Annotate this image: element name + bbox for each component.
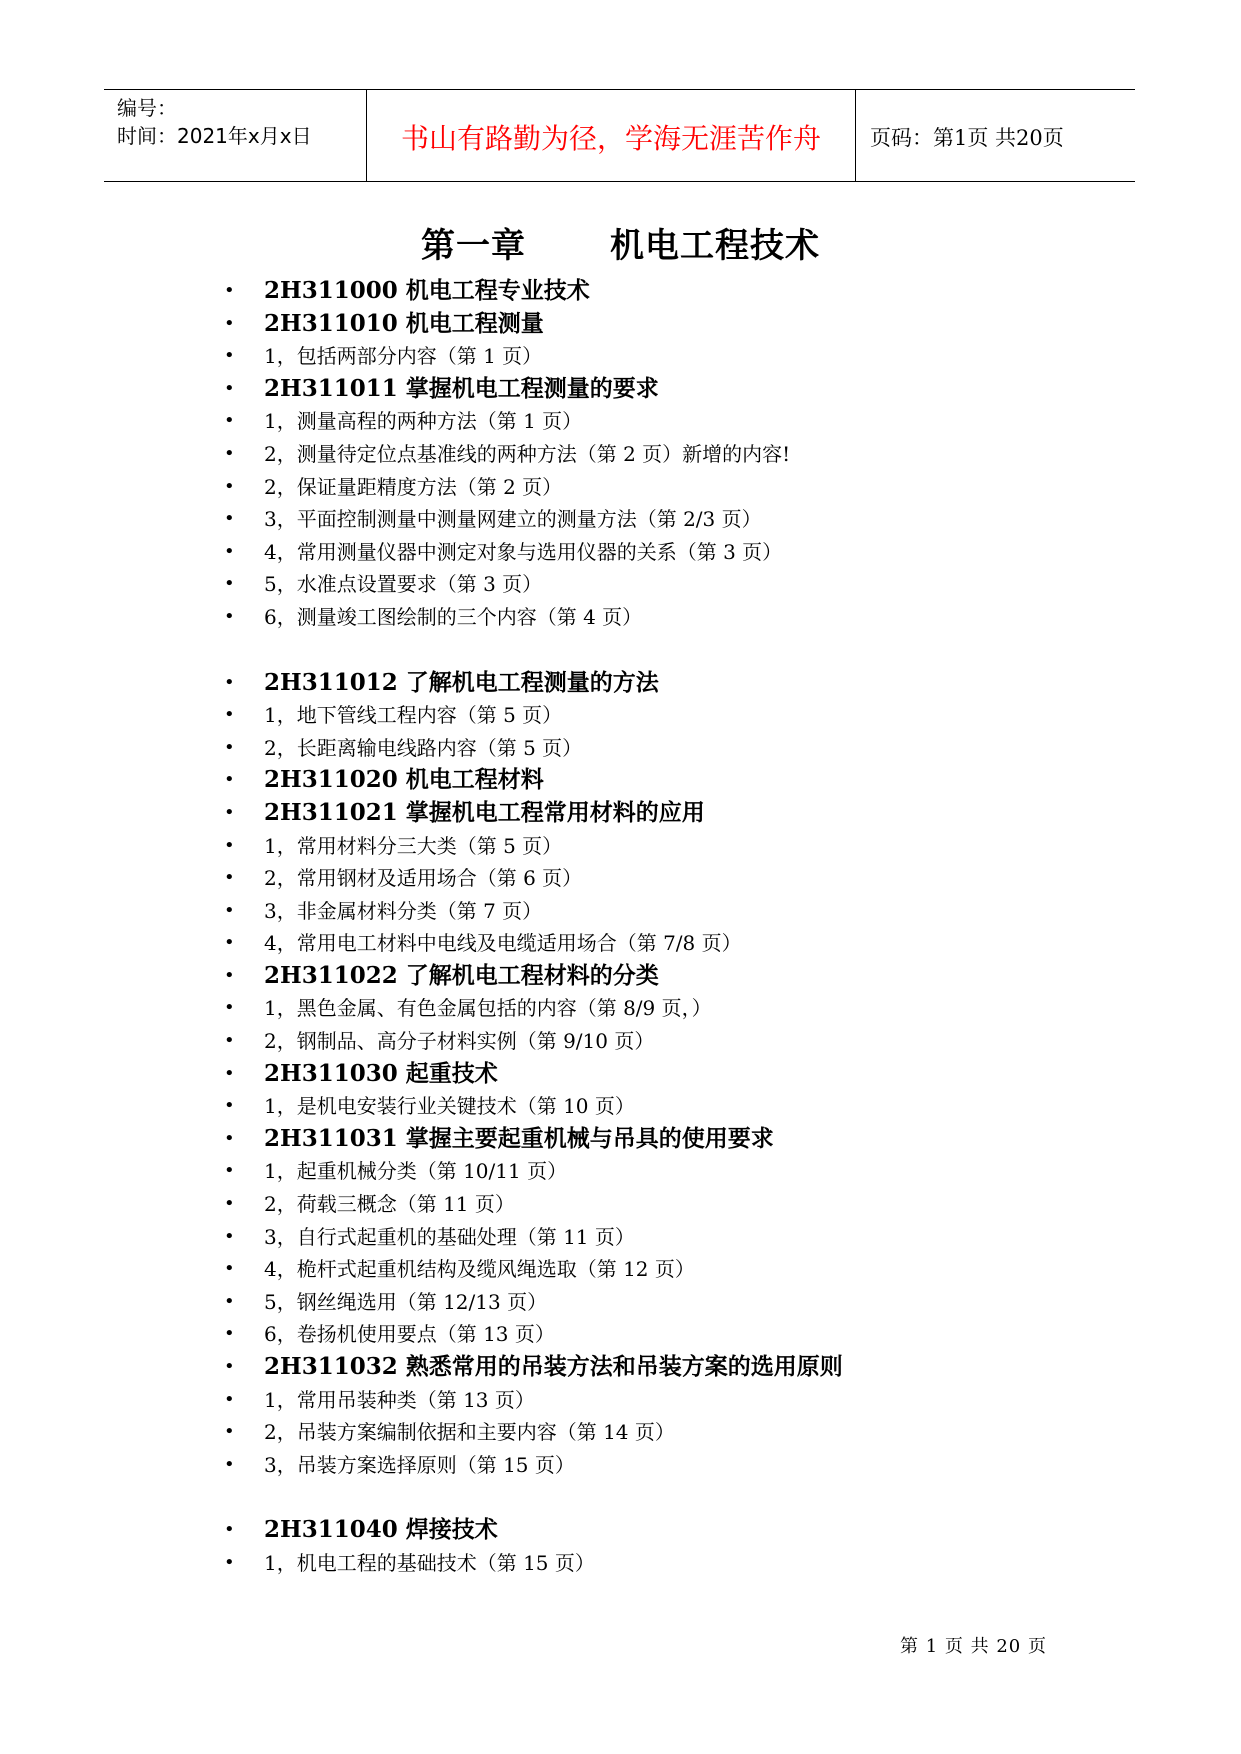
bullet-icon: •: [224, 1193, 235, 1215]
list-item-text: 1，黑色金属、有色金属包括的内容（第 8/9 页，）: [264, 996, 712, 1021]
bullet-icon: •: [224, 834, 235, 856]
chapter-number: 第一章: [421, 226, 526, 266]
list-item: [224, 1286, 1124, 1319]
list-item: [224, 927, 1124, 960]
list-item-text: 2，长距离输电线路内容（第 5 页）: [264, 735, 583, 760]
list-item: [224, 1547, 1124, 1580]
bullet-icon: •: [224, 1127, 235, 1149]
bullet-icon: •: [224, 377, 235, 399]
list-item-text: 4，桅杆式起重机结构及缆风绳选取（第 12 页）: [264, 1257, 695, 1282]
bullet-icon: •: [224, 1356, 235, 1377]
section-heading-text: 2H311012 了解机电工程测量的方法: [264, 668, 659, 696]
bullet-icon: •: [224, 475, 235, 497]
list-item: [224, 732, 1124, 765]
list-item-text: 1，常用吊装种类（第 13 页）: [264, 1387, 535, 1412]
bullet-icon: •: [224, 1388, 235, 1410]
bullet-icon: •: [224, 801, 235, 823]
section-heading-text: 2H311022 了解机电工程材料的分类: [264, 961, 659, 989]
section-heading-text: 2H311030 起重技术: [264, 1059, 498, 1087]
list-item: [224, 1253, 1124, 1286]
list-item-text: 5，水准点设置要求（第 3 页）: [264, 572, 543, 597]
section-heading-item: [224, 764, 1124, 797]
list-item: [224, 405, 1124, 438]
bullet-icon: •: [224, 1453, 235, 1475]
list-item-text: 1，是机电安装行业关键技术（第 10 页）: [264, 1094, 635, 1119]
list-item-text: 2，荷载三概念（第 11 页）: [264, 1192, 515, 1217]
chapter-title: [0, 218, 1241, 267]
bullet-icon: •: [224, 997, 235, 1019]
bullet-icon: •: [224, 540, 235, 562]
list-item: [224, 438, 1124, 471]
section-heading-item: [224, 1058, 1124, 1091]
list-item: [224, 1188, 1124, 1221]
section-heading-text: 2H311032 熟悉常用的吊装方法和吊装方案的选用原则: [264, 1353, 843, 1380]
list-item-text: 6，卷扬机使用要点（第 13 页）: [264, 1322, 555, 1347]
list-item-text: 2，吊装方案编制依据和主要内容（第 14 页）: [264, 1420, 675, 1445]
header-page-info: 页码：第1页 共20页: [870, 126, 1064, 150]
list-item: [224, 895, 1124, 928]
header-meta-cell: [104, 90, 367, 181]
section-heading-item: [224, 1351, 1124, 1384]
list-spacer: [224, 1481, 1124, 1514]
section-heading-text: 2H311020 机电工程材料: [264, 766, 544, 794]
bullet-icon: •: [224, 442, 235, 464]
section-heading-item: [224, 373, 1124, 406]
section-heading-text: 2H311011 掌握机电工程测量的要求: [264, 374, 659, 402]
document-number-label: 编号：: [117, 96, 177, 120]
list-item-text: 3，平面控制测量中测量网建立的测量方法（第 2/3 页）: [264, 507, 762, 532]
list-item-text: 1，包括两部分内容（第 1 页）: [264, 344, 543, 369]
section-heading-text: 2H311040 焊接技术: [264, 1516, 498, 1544]
bullet-icon: •: [224, 932, 235, 954]
list-spacer: [224, 634, 1124, 667]
list-item-text: 3，吊装方案选择原则（第 15 页）: [264, 1452, 575, 1477]
bullet-icon: •: [224, 671, 235, 693]
bullet-icon: •: [224, 1258, 235, 1280]
list-item-text: 4，常用测量仪器中测定对象与选用仪器的关系（第 3 页）: [264, 539, 783, 564]
list-item-text: 2，钢制品、高分子材料实例（第 9/10 页）: [264, 1029, 655, 1054]
list-item-text: 2，常用钢材及适用场合（第 6 页）: [264, 866, 583, 891]
bullet-icon: •: [224, 410, 235, 432]
list-item: [224, 1221, 1124, 1254]
bullet-icon: •: [224, 1095, 235, 1117]
list-item: [224, 830, 1124, 863]
section-heading-text: 2H311010 机电工程测量: [264, 309, 544, 337]
list-item: [224, 601, 1124, 634]
list-item-text: 2，保证量距精度方法（第 2 页）: [264, 474, 563, 499]
section-heading-item: [224, 960, 1124, 993]
section-heading-item: [224, 1514, 1124, 1547]
bullet-icon: •: [224, 1030, 235, 1052]
list-item: [224, 1318, 1124, 1351]
list-item: [224, 862, 1124, 895]
section-heading-item: [224, 1123, 1124, 1156]
bullet-icon: •: [224, 867, 235, 889]
bullet-icon: •: [224, 605, 235, 627]
chapter-name: 机电工程技术: [610, 226, 820, 266]
bullet-icon: •: [224, 1290, 235, 1312]
section-heading-item: [224, 667, 1124, 700]
list-item-text: 1，机电工程的基础技术（第 15 页）: [264, 1550, 595, 1575]
list-item: [224, 1090, 1124, 1123]
document-time-label: 时间：2021年x月x日: [117, 124, 312, 148]
list-item: [224, 1025, 1124, 1058]
bullet-icon: •: [224, 280, 235, 301]
list-item: [224, 1155, 1124, 1188]
list-item-text: 1，常用材料分三大类（第 5 页）: [264, 833, 563, 858]
list-item-text: 3，非金属材料分类（第 7 页）: [264, 898, 543, 923]
bullet-icon: •: [224, 736, 235, 758]
section-heading-text: 2H311031 掌握主要起重机械与吊具的使用要求: [264, 1124, 774, 1152]
list-item: [224, 1416, 1124, 1449]
bullet-icon: •: [224, 508, 235, 530]
list-item: [224, 992, 1124, 1025]
list-item: [224, 568, 1124, 601]
document-header: [104, 89, 1135, 182]
bullet-icon: •: [224, 899, 235, 921]
list-item: [224, 1449, 1124, 1482]
bullet-icon: •: [224, 312, 235, 334]
bullet-icon: •: [224, 1421, 235, 1443]
bullet-icon: •: [224, 1551, 235, 1573]
footer-page-number: 第 1 页 共 20 页: [900, 1636, 1047, 1657]
bullet-icon: •: [224, 1160, 235, 1182]
list-item-text: 2，测量待定位点基准线的两种方法（第 2 页）新增的内容!: [264, 441, 791, 466]
bullet-icon: •: [224, 345, 235, 367]
bullet-icon: •: [224, 573, 235, 595]
bullet-icon: •: [224, 1062, 235, 1084]
list-item-text: 6，测量竣工图绘制的三个内容（第 4 页）: [264, 604, 643, 629]
bullet-icon: •: [224, 964, 235, 986]
list-item-text: 5，钢丝绳选用（第 12/13 页）: [264, 1289, 548, 1314]
list-item-text: 1，测量高程的两种方法（第 1 页）: [264, 409, 583, 434]
bullet-icon: •: [224, 1225, 235, 1247]
list-item: [224, 340, 1124, 373]
section-heading-text: 2H311000 机电工程专业技术: [264, 277, 590, 304]
bullet-icon: •: [224, 1519, 235, 1541]
section-heading-item: [224, 308, 1124, 341]
section-heading-item: [224, 275, 1124, 308]
section-heading-item: [224, 797, 1124, 830]
header-motto: 书山有路勤为径，学海无涯苦作舟: [367, 90, 856, 181]
list-item: [224, 503, 1124, 536]
list-item: [224, 699, 1124, 732]
bullet-icon: •: [224, 704, 235, 726]
list-item: [224, 1384, 1124, 1417]
list-item: [224, 471, 1124, 504]
list-item-text: 3，自行式起重机的基础处理（第 11 页）: [264, 1224, 635, 1249]
section-heading-text: 2H311021 掌握机电工程常用材料的应用: [264, 798, 705, 826]
list-item-text: 1，地下管线工程内容（第 5 页）: [264, 703, 563, 728]
outline-list: [224, 275, 1124, 1580]
list-item: [224, 536, 1124, 569]
list-item-text: 1，起重机械分类（第 10/11 页）: [264, 1159, 568, 1184]
bullet-icon: •: [224, 769, 235, 791]
bullet-icon: •: [224, 1323, 235, 1345]
list-item-text: 4，常用电工材料中电线及电缆适用场合（第 7/8 页）: [264, 931, 742, 956]
